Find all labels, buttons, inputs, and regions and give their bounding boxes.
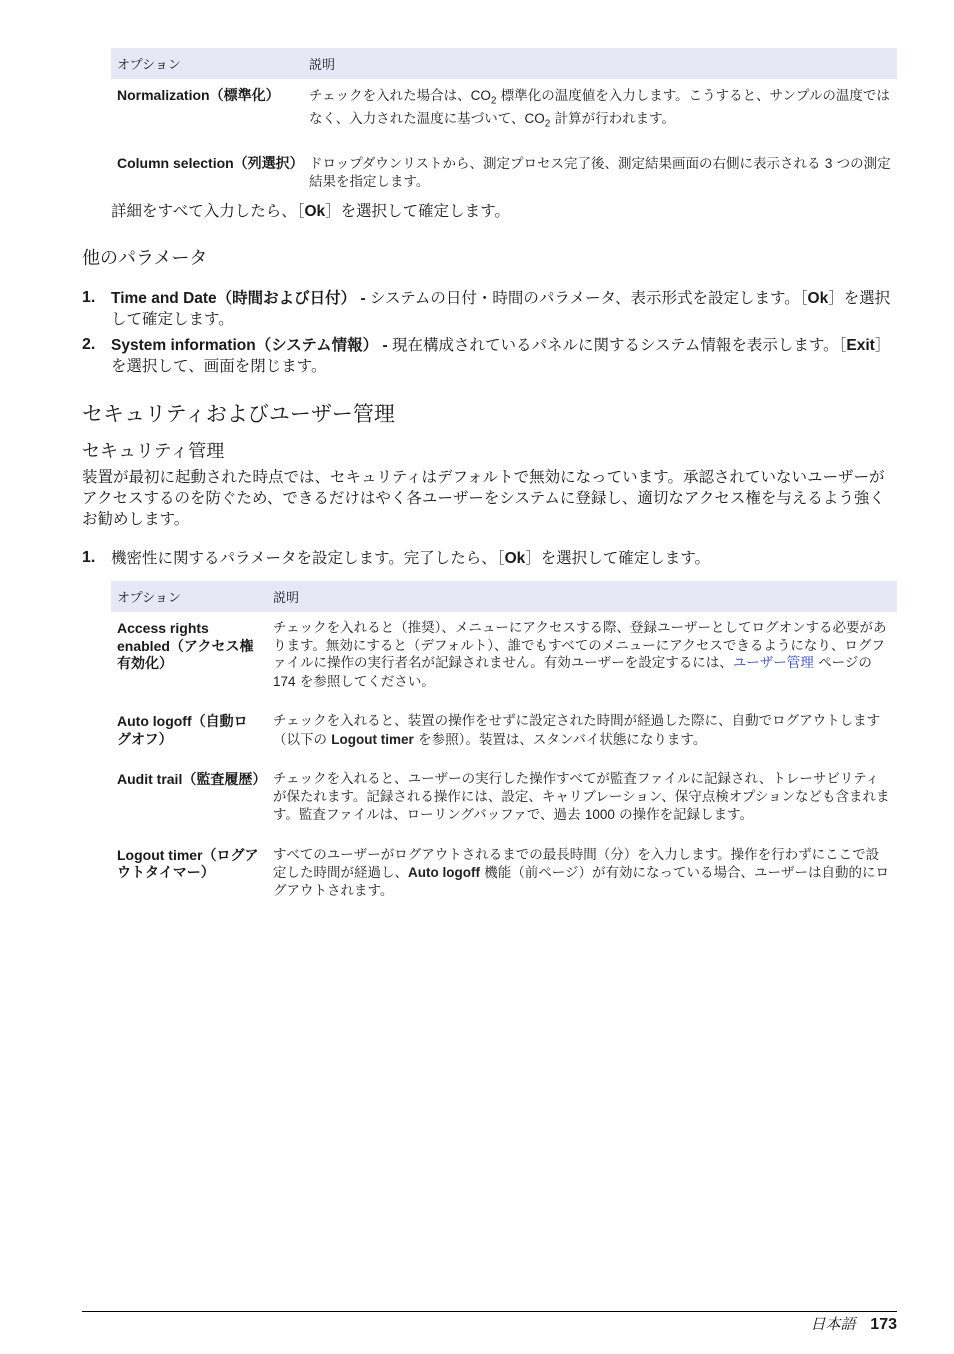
- section-heading-security-user-management: セキュリティおよびユーザー管理: [82, 402, 395, 426]
- list-item: System information（システム情報） - 現在構成されているパネルに関するシステム情報を表示します。［Exit］を選択して、画面を閉じます。: [111, 336, 891, 375]
- table-row: [111, 79, 897, 147]
- column-header-description: 説明: [303, 48, 897, 79]
- list-item: Time and Date（時間および日付） - システムの日付・時間のパラメータ、表示形式を設定します。［Ok］を選択して確定します。: [111, 289, 891, 328]
- table-row: [111, 839, 897, 915]
- table-header-row: [111, 581, 897, 612]
- options-table-2: [111, 581, 897, 914]
- list-number: 1.: [82, 289, 96, 306]
- table-row: [111, 705, 897, 763]
- security-paragraph: 装置が最初に起動された時点では、セキュリティはデフォルトで無効になっています。承認されていないユーザーがアクセスするのを防ぐため、できるだけはやく各ユーザーをシステムに登録し、適切なアクセス権を与えるよう強くお勧めします。: [82, 468, 885, 528]
- column-header-option: オプション: [111, 581, 267, 612]
- option-name: Access rights enabled（アクセス権有効化）: [117, 620, 254, 671]
- table-row: [111, 763, 897, 839]
- footer-divider: [82, 1311, 897, 1312]
- page-footer: [811, 1313, 898, 1334]
- page-number: 173: [870, 1316, 897, 1333]
- user-management-link[interactable]: ユーザー管理: [732, 655, 814, 671]
- list-item: 機密性に関するパラメータを設定します。完了したら、［Ok］を選択して確定します。: [111, 549, 711, 567]
- column-header-option: オプション: [111, 48, 303, 79]
- list-number: 1.: [82, 549, 96, 566]
- table-row: [111, 147, 897, 205]
- option-description: チェックを入れた場合は、$CO_2$ 標準化の温度値を入力します。こうすると、サンプルの温度ではなく、入力された温度に基づいて、$CO_2$ 計算が行われます。: [309, 88, 890, 130]
- list-number: 2.: [82, 336, 96, 353]
- option-name: Logout timer（ログアウトタイマー）: [117, 846, 259, 880]
- option-description: ドロップダウンリストから、測定プロセス完了後、測定結果画面の右側に表示される 3 つの測定結果を指定します。: [309, 156, 891, 190]
- section-heading-other-parameters: 他のパラメータ: [82, 248, 208, 269]
- option-description: チェックを入れると、装置の操作をせずに設定された時間が経過した際に、自動でログアウトします（以下の Logout timer を参照）。装置は、スタンバイ状態になります。: [273, 713, 881, 748]
- option-name: Audit trail（監査履歴）: [117, 771, 267, 787]
- option-name: Normalization（標準化）: [117, 87, 280, 103]
- column-header-description: 説明: [267, 581, 897, 612]
- option-description: すべてのユーザーがログアウトされるまでの最長時間（分）を入力します。操作を行わずにここで設定した時間が経過し、Auto logoff 機能（前ページ）が有効になっている場合、ユーザーは自動的にログアウトされます。: [273, 846, 890, 899]
- option-name: Column selection（列選択）: [117, 155, 304, 172]
- options-table-1: [111, 48, 897, 205]
- option-name: Auto logoff（自動ログオフ）: [117, 713, 248, 747]
- table-row: [111, 612, 897, 705]
- confirm-instruction: 詳細をすべて入力したら、［Ok］を選択して確定します。: [111, 202, 510, 220]
- table-header-row: [111, 48, 897, 79]
- subsection-heading-security-management: セキュリティ管理: [82, 441, 225, 462]
- footer-language: 日本語: [810, 1315, 856, 1333]
- option-description: チェックを入れると（推奨）、メニューにアクセスする際、登録ユーザーとしてログオンする必要があります。無効にすると（デフォルト）、誰でもすべてのメニューにアクセスできるようになり、ログファイルに操作の実行者名が記録されません。有効ユーザーを設定するには、ユーザー管理 ページの 174 を参照してください。: [273, 620, 887, 690]
- option-description: チェックを入れると、ユーザーの実行した操作すべてが監査ファイルに記録され、トレーサビリティが保たれます。記録される操作には、設定、キャリブレーション、保守点検オプションなども含まれます。監査ファイルは、ローリングバッファで、過去 1000 の操作を記録します。: [273, 771, 890, 823]
